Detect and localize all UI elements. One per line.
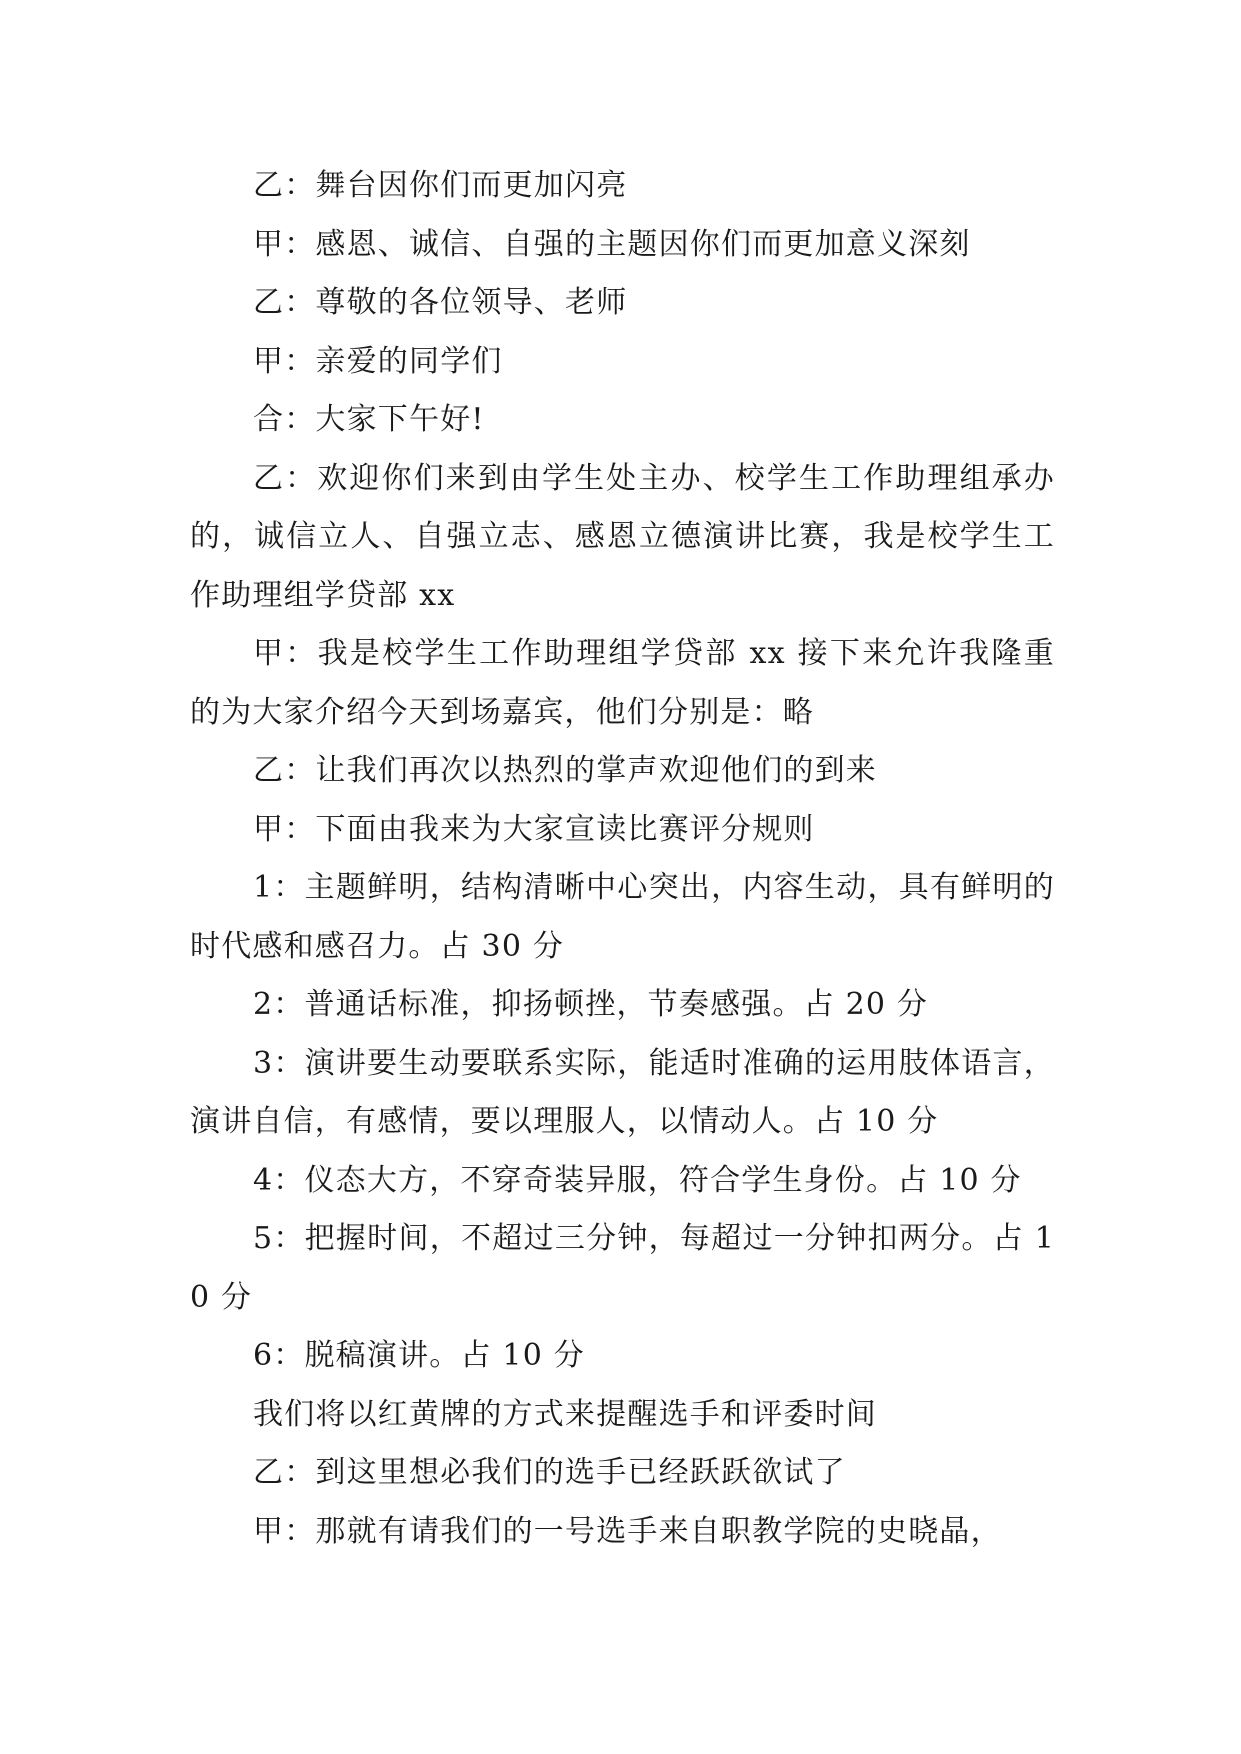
document-body: [190, 157, 1055, 1561]
paragraph: 甲：那就有请我们的一号选手来自职教学院的史晓晶，: [253, 1513, 1002, 1549]
paragraph: 合：大家下午好!: [253, 402, 485, 437]
paragraph: 乙：让我们再次以热烈的掌声欢迎他们的到来: [253, 753, 877, 788]
paragraph: 乙：尊敬的各位领导、老师: [253, 285, 628, 320]
paragraph: 甲：感恩、诚信、自强的主题因你们而更加意义深刻: [253, 226, 971, 262]
paragraph: 乙：欢迎你们来到由学生处主办、校学生工作助理组承办的，诚信立人、自强立志、感恩立德演讲比赛，我是校学生工作助理组学贷部 xx: [190, 460, 1055, 613]
paragraph: 3：演讲要生动要联系实际，能适时准确的运用肢体语言，演讲自信，有感情，要以理服人，以情动人。占 10 分: [190, 1045, 1055, 1139]
paragraph: 甲：我是校学生工作助理组学贷部 xx 接下来允许我隆重的为大家介绍今天到场嘉宾，他们分别是：略: [190, 636, 1055, 730]
paragraph: 乙：舞台因你们而更加闪亮: [253, 168, 628, 203]
paragraph: 甲：亲爱的同学们: [253, 343, 503, 379]
paragraph: 2：普通话标准，抑扬顿挫，节奏感强。占 20 分: [253, 987, 929, 1022]
paragraph: 6：脱稿演讲。占 10 分: [253, 1338, 585, 1373]
paragraph: 5：把握时间，不超过三分钟，每超过一分钟扣两分。占 10 分: [190, 1221, 1055, 1315]
paragraph: 4：仪态大方，不穿奇装异服，符合学生身份。占 10 分: [253, 1162, 1022, 1198]
paragraph: 甲：下面由我来为大家宣读比赛评分规则: [253, 811, 815, 847]
paragraph: 1：主题鲜明，结构清晰中心突出，内容生动，具有鲜明的时代感和感召力。占 30 分: [190, 870, 1055, 964]
paragraph: 我们将以红黄牌的方式来提醒选手和评委时间: [253, 1396, 877, 1432]
paragraph: 乙：到这里想必我们的选手已经跃跃欲试了: [253, 1455, 846, 1490]
